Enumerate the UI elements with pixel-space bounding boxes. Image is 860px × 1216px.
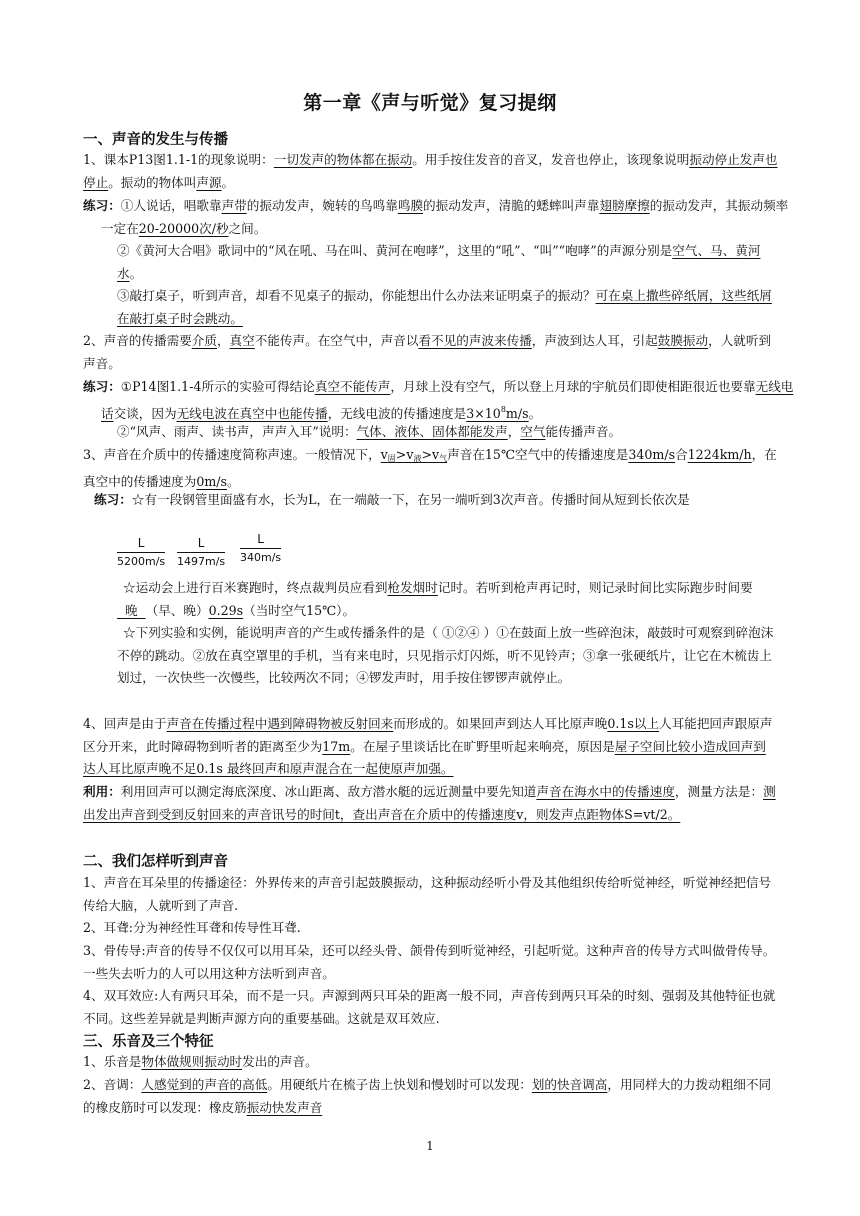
paragraph-3-2 <box>83 1074 778 1119</box>
section-1-heading: 一、声音的发生与传播 <box>83 132 228 148</box>
numerator: L <box>117 536 165 553</box>
text: v <box>380 447 388 462</box>
text: 。 <box>227 473 240 489</box>
answer: 声源 <box>196 174 222 190</box>
text: 。在屋子里谈话比在旷野里听起来响亮，原因是 <box>350 738 615 754</box>
answer: 空气、马、黄河水 <box>117 243 761 281</box>
answer: 一切发声的物体都在振动 <box>273 152 413 167</box>
fraction-air <box>240 532 281 564</box>
exercise-label: 练习： <box>94 492 132 507</box>
answer: 气体、液体、固体都能发声 <box>356 424 508 439</box>
answer: 振动快发声音 <box>246 1099 323 1115</box>
paragraph-1-1 <box>83 149 778 194</box>
exercise-label: 练习： <box>83 379 121 394</box>
text: 交谈，因为 <box>113 405 177 421</box>
exercise-label: 练习： <box>83 198 121 213</box>
exercise-5 <box>117 421 778 444</box>
paragraph-2-4: 4、双耳效应:人有两只耳朵，而不是一只。声源到两只耳朵的距离一般不同，声音传到两只耳朵的时刻、强弱及其他特征也就不同。这些差异就是判断声源方向的重要基础。这就是双耳效应. <box>83 988 776 1026</box>
text: 的振动发声，婉转的鸟鸣靠 <box>246 198 398 213</box>
text: 3、声音在介质中的传播速度简称声速。一般情况下， <box>83 447 381 462</box>
text: 不能传声。在空气中，声音以 <box>254 333 419 348</box>
answer: 340m/s <box>628 447 676 462</box>
subscript: 固 <box>387 454 396 463</box>
answer: 无线电话 <box>101 379 794 421</box>
text: 1、乐音是 <box>83 1054 142 1069</box>
answer <box>381 447 447 462</box>
text: ，月球上没有空气，所以登上月球的宇航员们即使相距很近也要靠 <box>390 379 756 394</box>
answer: 可在桌上撒些碎纸屑，这些纸屑在敲打桌子时会跳动。 <box>117 288 772 326</box>
text: 记时。若听到枪声再记时，则记录时间比实际跑步时间要 <box>437 580 753 595</box>
answer: 振动停止发声也停止 <box>83 152 778 190</box>
answer: 真空 <box>229 333 255 348</box>
answer <box>466 406 528 421</box>
paragraph-2-2: 2、耳聋:分为神经性耳聋和传导性耳聋. <box>83 920 301 935</box>
text: 2、音调： <box>83 1077 142 1092</box>
answer: 划的快音调高 <box>531 1077 608 1092</box>
answer: 声音在海水中的传播速度 <box>536 784 675 799</box>
answer: 人感觉到的声音的高低 <box>141 1077 268 1092</box>
exercise-2 <box>117 240 778 285</box>
text: 合 <box>675 447 688 462</box>
page-number: 1 <box>426 1139 434 1153</box>
text: （早、晚） <box>145 602 209 618</box>
text: 。用硬纸片在梳子齿上快划和慢划时可以发现： <box>267 1077 532 1092</box>
text: （当时空气15℃）。 <box>243 602 356 618</box>
text: ③敲打桌子，听到声音，却看不见桌子的振动，你能想出什么办法来证明桌子的振动？ <box>117 288 596 303</box>
answer: 空气 <box>520 424 546 439</box>
exercise-6 <box>94 489 800 512</box>
text: ，人就听到声音。 <box>83 333 772 371</box>
denominator: 340m/s <box>240 551 282 564</box>
paragraph-3-1 <box>83 1051 778 1074</box>
text: ②“风声、雨声、读书声，声声入耳”说明： <box>117 424 357 439</box>
text: ①人说话，唱歌靠 <box>120 198 222 213</box>
text: ， <box>216 333 230 348</box>
answer: 看不见的声波来传播 <box>418 333 532 348</box>
text: 。用手按住发音的音叉，发音也停止，该现象说明 <box>412 152 690 167</box>
text: ， <box>507 424 521 439</box>
text: ，声波到达人耳，引起 <box>531 333 658 348</box>
text: ，测量方法是： <box>674 784 764 799</box>
answer: 1224km/h <box>687 447 752 462</box>
text: >v <box>395 447 414 462</box>
text: 人耳能把回声跟原声区分开来，此时障碍物到听者的距离至少为 <box>83 716 773 754</box>
page-title: 第一章《声与听觉》复习提纲 <box>303 92 557 114</box>
answer: 枪发烟时 <box>387 580 438 595</box>
numerator: L <box>177 536 225 553</box>
text: 3×10 <box>466 405 501 421</box>
paragraph-2-3: 3、骨传导:声音的传导不仅仅可以用耳朵，还可以经头骨、颌骨传到听觉神经，引起听觉。这种声音的传导方式叫做骨传导。一些失去听力的人可以用这种方法听到声音。 <box>83 943 776 981</box>
answer: 20-20000次/秒 <box>138 220 229 236</box>
answer: 0.29s <box>208 602 244 618</box>
exercise-4 <box>83 376 796 425</box>
text: 4、回声是由于 <box>83 716 167 731</box>
text: 而形成的。如果回声到达人耳比原声晚 <box>393 716 608 731</box>
text: 2、声音的传播需要 <box>83 333 192 348</box>
answer: 声音在传播过程中遇到障碍物被反射回来 <box>166 716 394 731</box>
text: ②《黄河大合唱》歌词中的“风在吼、马在叫、黄河在咆哮”，这里的“吼”、“叫”“咆哮”的声源分别是 <box>117 243 673 258</box>
answer: 声带 <box>221 198 247 213</box>
text: 。 <box>221 174 235 190</box>
answer: 屋子空间比较小造成回声到达人耳比原声晚不足0.1s 最终回声和原声混合在一起使原声加强。 <box>83 738 766 776</box>
denominator: 5200m/s <box>117 555 166 568</box>
text: ，在真空中的传播速度为 <box>83 447 777 489</box>
fraction-water <box>177 536 225 568</box>
text: 。 <box>129 265 143 281</box>
answer: 鼓膜振动 <box>657 333 709 348</box>
exercise-7 <box>117 577 778 622</box>
subscript: 气 <box>439 454 448 463</box>
paragraph-1-3 <box>83 444 778 493</box>
text: ☆下列实验和实例，能说明声音的产生或传播条件的是（ ①②④ ）①在鼓面上放一些碎泡沫，敲鼓时可观察到碎泡沫不停的跳动。②放在真空罩里的手机，当有来电时，只见指示灯闪烁，听不见铃声；③拿一张硬纸片，让它在木梳齿上划过，一次快些一次慢些，比较两次不同；④锣发声时，用手按住锣锣声就停止。 <box>117 625 774 685</box>
answer: 无线电波在真空中也能传播 <box>176 405 328 421</box>
answer: 0m/s <box>196 473 228 489</box>
numerator: L <box>240 532 281 549</box>
text: 的振动发声，清脆的蟋蟀叫声靠 <box>423 198 600 213</box>
subscript: 液 <box>413 454 422 463</box>
paragraph-1-2 <box>83 330 778 375</box>
answer: 鸣膜 <box>397 198 424 213</box>
text: 能传播声音。 <box>545 424 622 439</box>
answer: 介质 <box>191 333 217 348</box>
use-label: 利用： <box>83 784 121 799</box>
answer: 0.1s以上 <box>607 716 660 731</box>
text: 声音在15℃空气中的传播速度是 <box>447 447 629 462</box>
text: 。振动的物体叫 <box>108 174 197 190</box>
text: ，无线电波的传播速度是 <box>327 405 467 421</box>
text: 之间。 <box>228 220 267 236</box>
text: >v <box>421 447 440 462</box>
denominator: 1497m/s <box>177 555 226 568</box>
paragraph-2-1: 1、声音在耳朵里的传播途径：外界传来的声音引起鼓膜振动，这种振动经听小骨及其他组织传给听觉神经，听觉神经把信号传给大脑，人就听到了声音. <box>83 875 772 913</box>
section-3-heading: 三、乐音及三个特征 <box>83 1034 214 1050</box>
superscript: 8 <box>500 404 506 414</box>
text: ，用同样大的力拨动粗细不同的橡皮筋时可以发现：橡皮筋 <box>83 1077 772 1115</box>
answer: 真空不能传声 <box>314 379 391 394</box>
text: ☆运动会上进行百米赛跑时，终点裁判员应看到 <box>123 580 388 595</box>
exercise-3 <box>117 285 778 330</box>
paragraph-1-4 <box>83 713 778 781</box>
answer: 17m <box>322 738 351 754</box>
text: 。 <box>528 405 542 421</box>
text: ①P14图1.1-4所示的实验可得结论 <box>120 379 315 394</box>
text: 发出的声音。 <box>242 1054 318 1069</box>
text: ☆有一段钢管里面盛有水，长为L，在一端敲一下，在另一端听到3次声音。传播时间从短到长依次是 <box>131 492 690 507</box>
exercise-1 <box>83 195 796 240</box>
paragraph-1-5 <box>83 781 778 826</box>
text: m/s <box>505 405 529 421</box>
answer: 测出发出声音到受到反射回来的声音讯号的时间t，查出声音在介质中的传播速度v，则发声点距物体S=vt/2。 <box>83 784 776 822</box>
answer: 翅膀摩擦 <box>599 198 650 213</box>
text: 1、课本P13图1.1-1的现象说明： <box>83 152 274 167</box>
text: 利用回声可以测定海底深度、冰山距离、敌方潜水艇的远近测量中要先知道 <box>120 784 537 799</box>
answer: 物体做规则振动时 <box>141 1054 243 1069</box>
exercise-8 <box>117 622 778 690</box>
answer: 晚 <box>117 602 146 618</box>
fraction-steel <box>117 536 165 568</box>
section-2-heading: 二、我们怎样听到声音 <box>83 854 228 870</box>
text: 的振动发声，其振动频率一定在 <box>101 198 789 236</box>
